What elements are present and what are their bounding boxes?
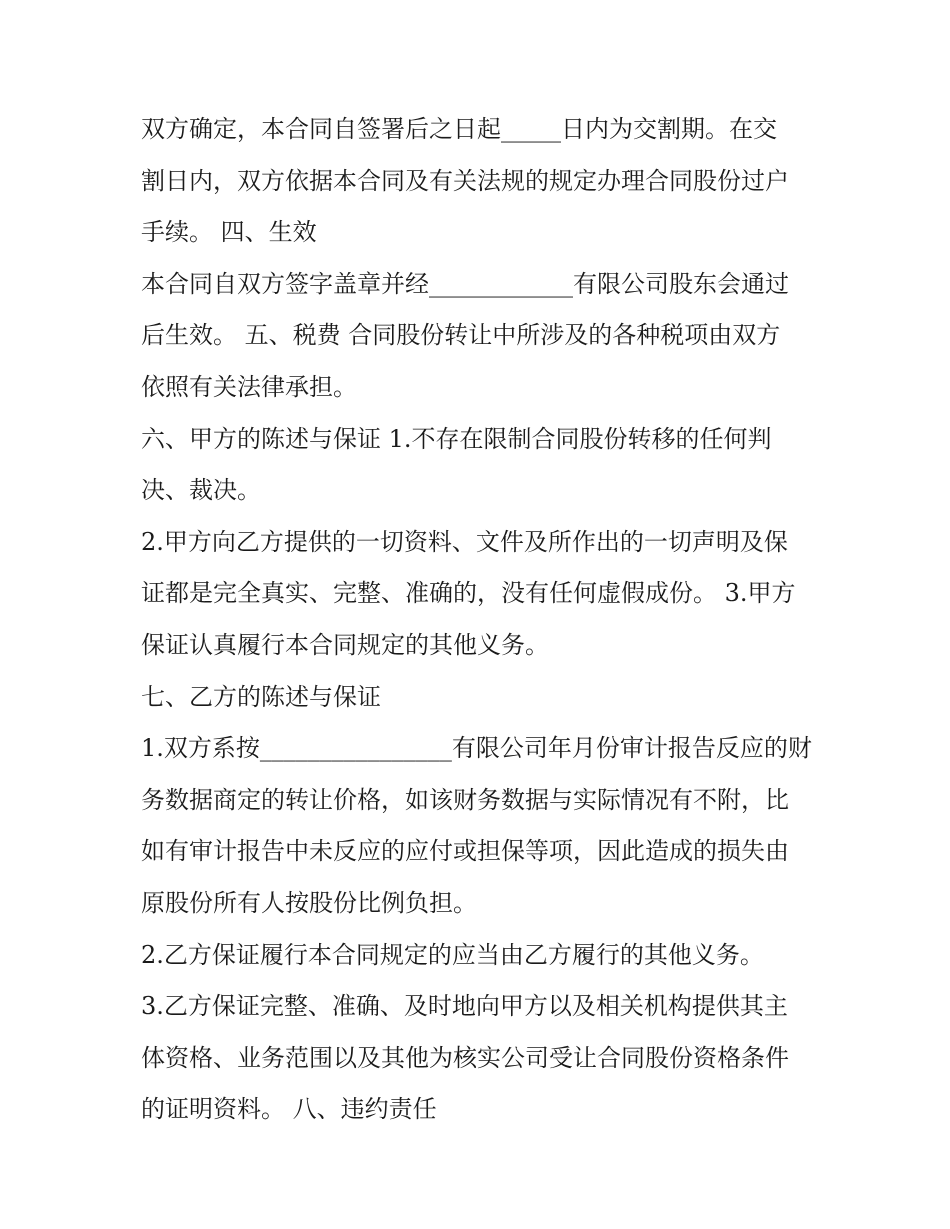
paragraph-party-b-warranty-3 <box>141 981 813 1136</box>
text-line: 七、乙方的陈述与保证 <box>141 682 381 711</box>
text-line: 2.甲方向乙方提供的一切资料、文件及所作出的一切声明及保 <box>141 527 788 556</box>
paragraph-delivery-and-effect-heading <box>141 104 813 259</box>
text-line: 2.乙方保证履行本合同规定的应当由乙方履行的其他义务。 <box>141 940 764 969</box>
text-line: 体资格、业务范围以及其他为核实公司受让合同股份资格条件 <box>141 1043 789 1072</box>
paragraph-party-b-warranty-1 <box>141 723 813 929</box>
text-line: 六、甲方的陈述与保证 1.不存在限制合同股份转移的任何判 <box>141 424 772 453</box>
text-line: 1.双方系按________________有限公司年月份审计报告反应的财 <box>141 734 812 763</box>
text-line: 依照有关法律承担。 <box>141 372 357 401</box>
text-line: 后生效。 五、税费 合同股份转让中所涉及的各种税项由双方 <box>141 321 781 350</box>
text-line: 证都是完全真实、完整、准确的，没有任何虚假成份。 3.甲方 <box>141 579 796 608</box>
text-line: 3.乙方保证完整、准确、及时地向甲方以及相关机构提供其主 <box>141 992 788 1021</box>
paragraph-party-a-warranties-2-3 <box>141 517 813 672</box>
text-line: 务数据商定的转让价格，如该财务数据与实际情况有不附，比 <box>141 785 789 814</box>
document-body <box>141 104 813 1136</box>
text-line: 原股份所有人按股份比例负担。 <box>141 888 477 917</box>
text-line: 割日内，双方依据本合同及有关法规的规定办理合同股份过户 <box>141 166 789 195</box>
section-heading-party-b-warranties <box>141 672 813 724</box>
text-line: 如有审计报告中未反应的应付或担保等项，因此造成的损失由 <box>141 837 789 866</box>
text-line: 双方确定，本合同自签署后之日起_____日内为交割期。在交 <box>141 115 777 143</box>
paragraph-party-a-warranties-1 <box>141 414 813 517</box>
paragraph-party-b-warranty-2 <box>141 930 813 982</box>
paragraph-effect-and-taxes <box>141 259 813 414</box>
text-line: 手续。 四、生效 <box>141 218 317 247</box>
text-line: 的证明资料。 八、违约责任 <box>141 1095 437 1124</box>
text-line: 决、裁决。 <box>141 476 261 505</box>
text-line: 本合同自双方签字盖章并经____________有限公司股东会通过 <box>141 269 789 298</box>
text-line: 保证认真履行本合同规定的其他义务。 <box>141 630 549 659</box>
